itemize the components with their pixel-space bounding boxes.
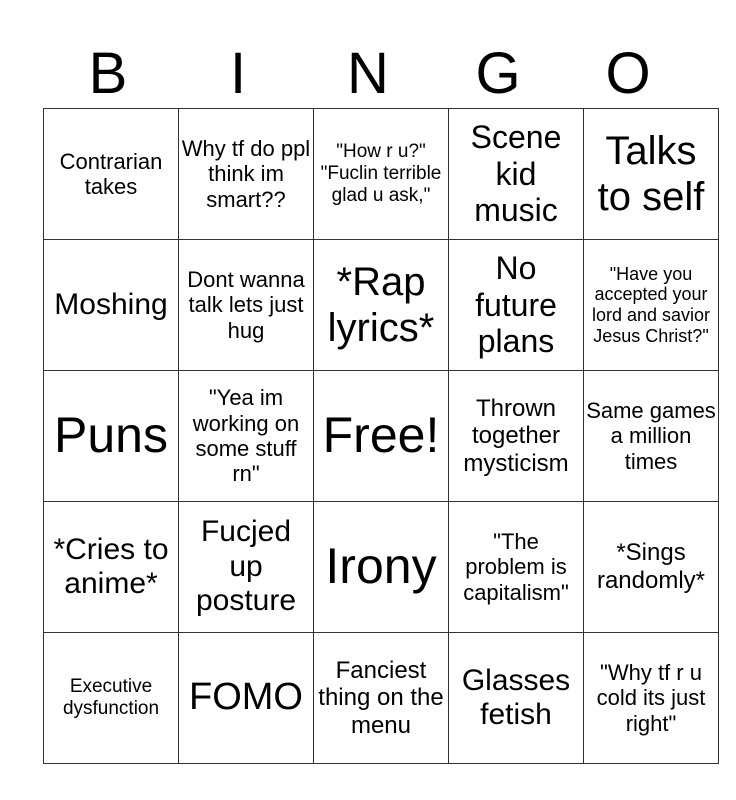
bingo-cell[interactable]: Dont wanna talk lets just hug xyxy=(179,240,314,371)
bingo-cell[interactable]: "The problem is capitalism" xyxy=(449,502,584,633)
bingo-cell[interactable]: Glasses fetish xyxy=(449,633,584,764)
bingo-cell[interactable]: "Yea im working on some stuff rn" xyxy=(179,371,314,502)
bingo-cell[interactable]: "Have you accepted your lord and savior Jesus Christ?" xyxy=(584,240,719,371)
bingo-cell[interactable]: *Cries to anime* xyxy=(44,502,179,633)
bingo-cell[interactable]: Irony xyxy=(314,502,449,633)
board-row xyxy=(44,371,719,502)
bingo-cell[interactable]: Fanciest thing on the menu xyxy=(314,633,449,764)
bingo-cell[interactable]: Contrarian takes xyxy=(44,109,179,240)
header-letter-o: O xyxy=(605,41,651,106)
header-letter-i: I xyxy=(229,41,247,106)
board-row xyxy=(44,502,719,633)
bingo-cell[interactable]: Fucjed up posture xyxy=(179,502,314,633)
bingo-header xyxy=(43,40,693,108)
board-row xyxy=(44,240,719,371)
bingo-cell[interactable]: "Why tf r u cold its just right" xyxy=(584,633,719,764)
bingo-cell[interactable]: FOMO xyxy=(179,633,314,764)
bingo-cell[interactable]: *Rap lyrics* xyxy=(314,240,449,371)
bingo-cell[interactable]: Talks to self xyxy=(584,109,719,240)
bingo-cell[interactable]: Thrown together mysticism xyxy=(449,371,584,502)
header-letter-b: B xyxy=(88,41,128,106)
bingo-cell[interactable]: "How r u?" "Fuclin terrible glad u ask," xyxy=(314,109,449,240)
bingo-cell[interactable]: Puns xyxy=(44,371,179,502)
header-letter-n: N xyxy=(347,41,389,106)
bingo-cell[interactable]: Executive dysfunction xyxy=(44,633,179,764)
board-row xyxy=(44,633,719,764)
header-letter-g: G xyxy=(475,41,521,106)
bingo-cell[interactable]: No future plans xyxy=(449,240,584,371)
bingo-cell[interactable]: Why tf do ppl think im smart?? xyxy=(179,109,314,240)
board-row xyxy=(44,109,719,240)
bingo-cell[interactable]: Scene kid music xyxy=(449,109,584,240)
bingo-cell[interactable]: Same games a million times xyxy=(584,371,719,502)
bingo-board xyxy=(43,108,719,764)
bingo-cell[interactable]: Moshing xyxy=(44,240,179,371)
bingo-cell[interactable]: *Sings randomly* xyxy=(584,502,719,633)
bingo-cell-free[interactable]: Free! xyxy=(314,371,449,502)
